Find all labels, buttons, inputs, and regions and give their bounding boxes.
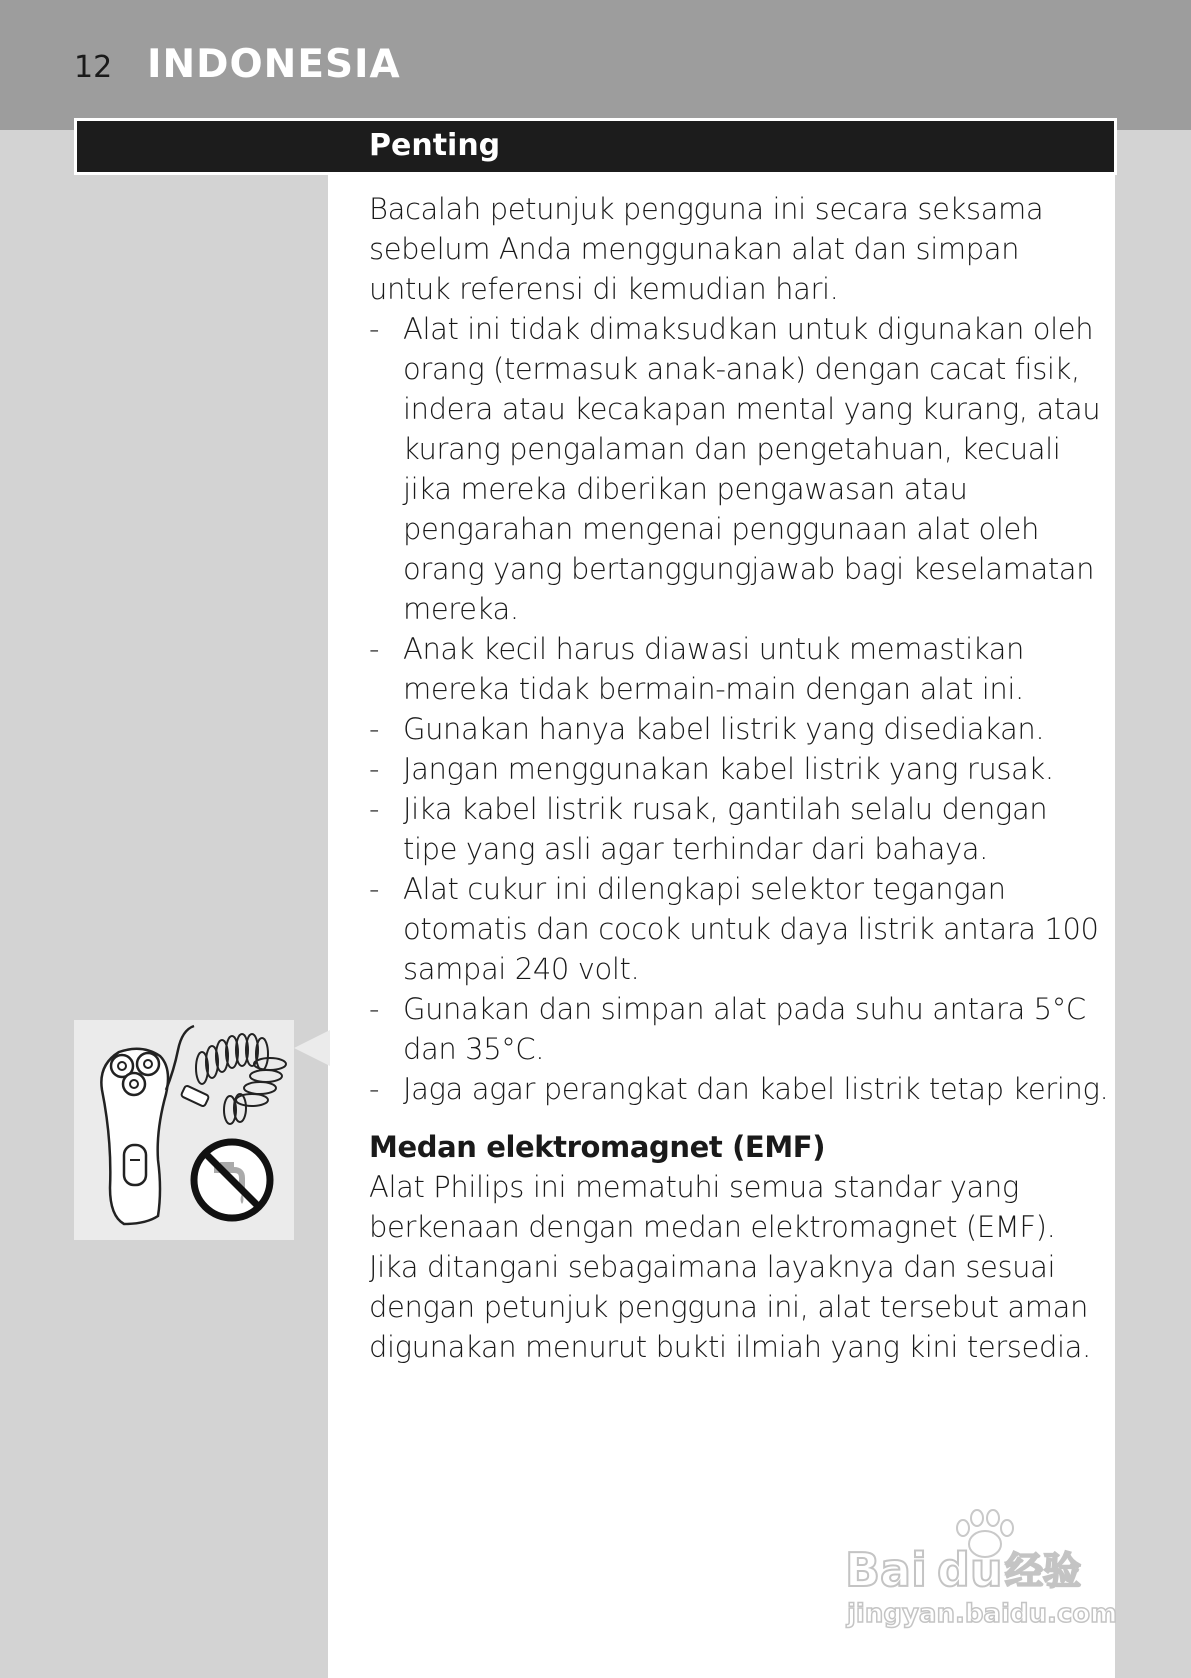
right-margin-strip: [1115, 130, 1191, 1678]
baidu-logo-icon: [845, 1498, 1125, 1638]
list-item: [369, 309, 1109, 629]
intro-paragraph: Bacalah petunjuk pengguna ini secara seksama sebelum Anda menggunakan alat dan simpan untuk referensi di kemudian hari.: [369, 192, 1044, 306]
list-item-text: Gunakan dan simpan alat pada suhu antara 5°C dan 35°C.: [403, 992, 1086, 1066]
list-item-text: Jika kabel listrik rusak, gantilah selalu dengan tipe yang asli agar terhindar dari bahaya.: [403, 792, 1048, 866]
bullet-dash: -: [369, 1072, 380, 1106]
shaver-illustration: [74, 1020, 294, 1240]
list-item-text: Alat ini tidak dimaksudkan untuk digunakan oleh orang (termasuk anak-anak) dengan cacat fisik, indera atau kecakapan mental yang kurang, atau kurang pengalaman dan pengetahuan, kecuali jika mereka diberikan pengawasan atau pengarahan mengenai penggunaan alat oleh orang yang bertanggungjawab bagi keselamatan mereka.: [403, 312, 1101, 626]
bullet-dash: -: [369, 752, 380, 786]
bullet-dash: -: [369, 312, 380, 346]
list-item: [369, 629, 1109, 709]
list-item-text: Anak kecil harus diawasi untuk memastikan mereka tidak bermain-main dengan alat ini.: [403, 632, 1024, 706]
page-number: 12: [74, 50, 113, 85]
emf-paragraph: Alat Philips ini mematuhi semua standar yang berkenaan dengan medan elektromagnet (EMF). Jika ditangani sebagaimana layaknya dan sesuai dengan petunjuk pengguna ini, alat tersebut aman digunakan menurut bukti ilmiah yang kini tersedia.: [369, 1170, 1091, 1364]
bullet-dash: -: [369, 632, 380, 666]
shaver-no-water-icon: [74, 1020, 294, 1240]
list-item-text: Gunakan hanya kabel listrik yang disediakan.: [403, 712, 1045, 746]
svg-text:du: du: [937, 1543, 1003, 1597]
list-item-text: Jangan menggunakan kabel listrik yang rusak.: [403, 752, 1054, 786]
list-item-text: Jaga agar perangkat dan kabel listrik tetap kering.: [403, 1072, 1109, 1106]
illustration-pointer: [294, 1030, 330, 1066]
bullet-dash: -: [369, 872, 380, 906]
list-item: [369, 749, 1109, 789]
bullet-dash: -: [369, 712, 380, 746]
baidu-watermark: [845, 1498, 1125, 1638]
list-item: [369, 789, 1109, 869]
bullet-dash: -: [369, 992, 380, 1026]
list-item-text: Alat cukur ini dilengkapi selektor tegangan otomatis dan cocok untuk daya listrik antara 100 sampai 240 volt.: [403, 872, 1099, 986]
list-item: [369, 869, 1109, 989]
safety-list: [369, 309, 1109, 1109]
section-bar: [77, 121, 1114, 172]
left-margin-column: [0, 130, 328, 1678]
main-text: [369, 189, 1109, 1367]
section-title: Penting: [369, 128, 501, 163]
list-item: [369, 1069, 1109, 1109]
svg-text:jingyan.baidu.com: jingyan.baidu.com: [847, 1599, 1118, 1629]
page-language-heading: INDONESIA: [147, 42, 401, 87]
svg-text:Bai: Bai: [845, 1543, 927, 1597]
list-item: [369, 709, 1109, 749]
svg-text:经验: 经验: [1005, 1549, 1082, 1593]
list-item: [369, 989, 1109, 1069]
emf-heading: Medan elektromagnet (EMF): [369, 1130, 826, 1164]
bullet-dash: -: [369, 792, 380, 826]
